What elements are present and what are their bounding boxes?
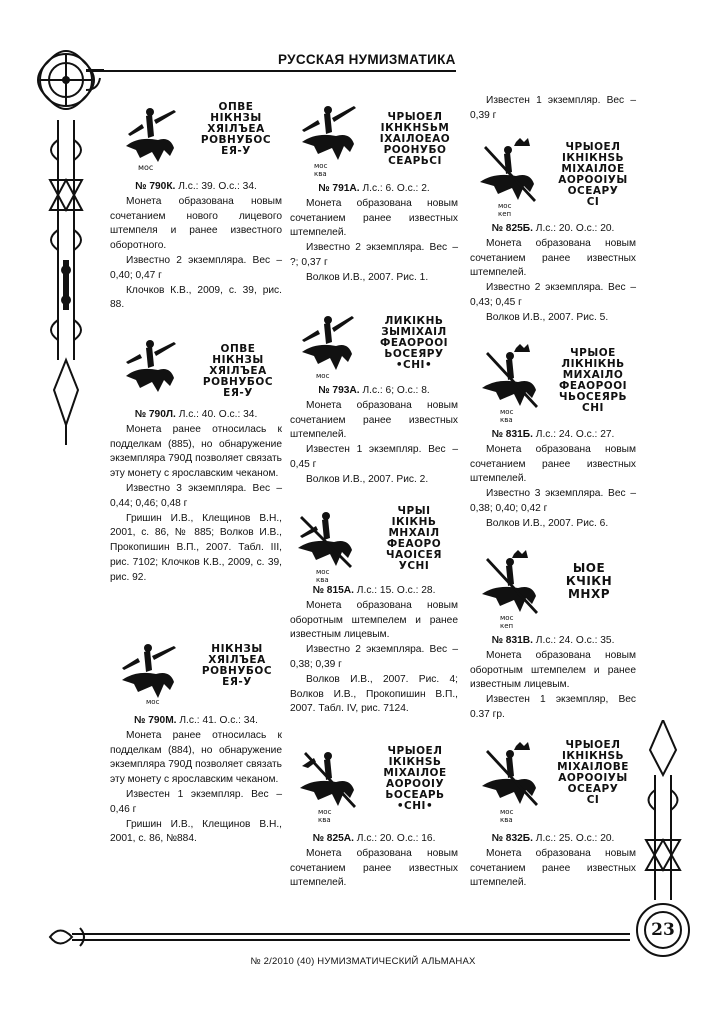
svg-text:ква: ква [318, 816, 331, 824]
svg-text:мос: мос [500, 614, 514, 622]
coin-description: Монета образована новым сочетанием ранее известных штемпелей. [470, 237, 636, 279]
coin-weight: Известно 2 экземпляра. Вес – 0,40; 0,47 г [110, 254, 282, 281]
coin-reference: Волков И.В., 2007. Рис. 1. [306, 271, 429, 283]
svg-text:кеп: кеп [500, 622, 514, 630]
svg-text:мос: мос [314, 162, 328, 170]
coin-obverse-rider-icon [116, 642, 182, 710]
coin-reverse-legend: ЛИКІКНЬ ЗЫМІХАІЛ ФЕАОРООІ ЬОСЕЯРУ •СНІ• [379, 315, 449, 371]
coin-obverse-rider-icon [474, 138, 544, 218]
coin-caption: № 790М. Л.с.: 41. О.с.: 34. [134, 715, 258, 726]
coin-weight: Известен 1 экземпляр. Вес – 0,46 г [110, 788, 282, 815]
coin-caption: № 832Б. Л.с.: 25. О.с.: 20. [491, 833, 615, 844]
coin-entry-815a [290, 506, 458, 717]
coin-caption: № 793А. Л.с.: 6; О.с.: 8. [318, 385, 430, 396]
coin-obverse-rider-icon [292, 508, 362, 584]
coin-reverse-legend: ЧРЫОЕЛ ІКНКНЅЬМ ІХАІЛОЕАО РООНУБО СЕАРЬСІ [379, 111, 451, 167]
coin-obverse-rider-icon [118, 106, 180, 172]
coin-obverse-rider-icon [296, 102, 362, 178]
coin-weight: Известно 2 экземпляра. Вес – 0,38; 0,39 г [290, 644, 458, 670]
svg-text:мос: мос [316, 568, 330, 576]
coin-entry-832b [470, 736, 636, 891]
coin-entry-831b [470, 344, 636, 532]
coin-weight: Известен 1 экземпляр. Вес – 0,39 г [470, 95, 636, 121]
coin-reverse-legend: ЧРЫОЕЛ ІКНІКНЅЬ МІХАІЛОВЕ АОРООІУЫ ОСЕАРУ СІ [557, 739, 629, 806]
svg-text:ква: ква [500, 816, 513, 824]
coin-entry-825a [290, 738, 458, 891]
coin-description: Монета образована новым оборотным штемпелем и ранее известным лицевым. [290, 599, 458, 641]
coin-caption: № 790К. Л.с.: 39. О.с.: 34. [135, 181, 257, 192]
coin-reference: Волков И.В., 2007. Рис. 6. [486, 517, 609, 529]
coin-description: Монета ранее относилась к подделкам (884), но обнаружение экземпляра 790Д позволяет связать эту монету с ярославским чеканом. [110, 729, 282, 786]
coin-entry-793a [290, 312, 458, 488]
header-rule [86, 70, 456, 72]
coin-reference: Волков И.В., 2007. Рис. 4; Волков И.В., Прокопишин В.П., 2007. Табл. IV, рис. 7124. [290, 673, 458, 715]
coin-weight: Известно 3 экземпляра. Вес – 0,38; 0,40; 0,42 г [470, 488, 636, 514]
coin-reference: Гришин И.В., Клещинов В.Н., 2001, с. 86, №884. [110, 818, 282, 845]
left-ornament [28, 30, 104, 450]
coin-caption: № 791А. Л.с.: 6. О.с.: 2. [318, 183, 430, 194]
coin-description: Монета образована новым сочетанием ранее известных штемпелей. [290, 847, 458, 889]
coin-reverse-legend: НІКНЗЫ ХЯІЛЪЕА РОВНУБОС ЕЯ-У [201, 643, 273, 688]
coin-reverse-legend: ЧРЫІ ІКІКНЬ МНХАІЛ ФЕАОРО ЧАОІСЕЯ УСНІ [386, 505, 442, 572]
coin-obverse-rider-icon [296, 314, 360, 384]
coin-caption: № 825Б. Л.с.: 20. О.с.: 20. [491, 223, 615, 234]
coin-caption: № 790Л. Л.с.: 40. О.с.: 34. [134, 409, 258, 420]
coin-description: Монета ранее относилась к подделкам (885), но обнаружение экземпляра 790Д позволяет связать эту монету с ярославским чеканом. [110, 423, 282, 480]
svg-text:кеп: кеп [498, 210, 512, 218]
coin-description: Монета образована новым сочетанием нового лицевого штемпеля и ранее известного оборотного. [110, 195, 282, 252]
svg-text:мос: мос [146, 698, 160, 706]
coin-weight: Известно 3 экземпляра. Вес – 0,44; 0,46; 0,48 г [110, 482, 282, 509]
coin-description: Монета образована новым сочетанием ранее известных штемпелей. [470, 443, 636, 485]
coin-weight: Известен 1 экземпляр. Вес – 0,45 г [290, 444, 458, 470]
bottom-ornament [40, 922, 640, 952]
coin-entry-825b [470, 138, 636, 326]
page-number: 23 [651, 920, 675, 940]
svg-text:ква: ква [314, 170, 327, 178]
coin-reverse-legend: ЧРЫОЕ ЛІКНІКНЬ МИХАІЛО ФЕАОРООІ ЧЬОСЕЯРЬ СНІ [558, 347, 628, 414]
coin-caption: № 831Б. Л.с.: 24. О.с.: 27. [491, 429, 615, 440]
coin-entry-top-continuation [470, 94, 636, 124]
coin-caption: № 831В. Л.с.: 24. О.с.: 35. [491, 635, 615, 646]
coin-reference: Клочков К.В., 2009, с. 39, рис. 88. [110, 284, 282, 311]
page-footer: № 2/2010 (40) НУМИЗМАТИЧЕСКИЙ АЛЬМАНАХ [250, 956, 476, 967]
coin-entry-790l [110, 336, 282, 586]
svg-text:мос: мос [500, 808, 514, 816]
coin-weight: Известно 2 экземпляра. Вес – ?; 0,37 г [290, 242, 458, 268]
coin-reverse-legend: ОПВЕ НІКНЗЫ ХЯІЛЪЕА РОВНУБОС ЕЯ-У [200, 101, 272, 157]
coin-entry-790m [110, 640, 282, 847]
coin-obverse-rider-icon [120, 340, 182, 402]
svg-text:мос: мос [498, 202, 512, 210]
coin-description: Монета образована новым сочетанием ранее известных штемпелей. [290, 197, 458, 239]
svg-text:мос: мос [500, 408, 514, 416]
coin-caption: № 815А. Л.с.: 15. О.с.: 28. [312, 585, 436, 596]
coin-caption: № 825А. Л.с.: 20. О.с.: 16. [312, 833, 436, 844]
coin-description: Монета образована новым сочетанием ранее известных штемпелей. [470, 847, 636, 889]
page-header-title: РУССКАЯ НУМИЗМАТИКА [278, 52, 456, 67]
coin-entry-831v [470, 548, 636, 723]
coin-reverse-legend: ЫОЕ КЧІКН МНХР [565, 561, 613, 601]
coin-weight: Известен 1 экземпляр, Вес 0.37 гр. [470, 694, 636, 720]
coin-reverse-legend: ЧРЫОЕЛ ІКІКНЅЬ МІХАІЛОЕ АОРООІУ ЬОСЕАРЬ •СНІ• [383, 745, 447, 812]
coin-weight: Известно 2 экземпляра. Вес – 0,43; 0,45 г [470, 282, 636, 308]
coin-obverse-rider-icon [476, 742, 546, 824]
svg-text:ква: ква [500, 416, 513, 424]
coin-reference: Волков И.В., 2007. Рис. 5. [486, 311, 609, 323]
coin-entry-790k [110, 100, 282, 313]
coin-reference: Волков И.В., 2007. Рис. 2. [306, 473, 429, 485]
svg-text:ква: ква [316, 576, 329, 584]
svg-text:мос: мос [316, 372, 330, 380]
coin-description: Монета образована новым оборотным штемпелем и ранее известным лицевым. [470, 649, 636, 691]
coin-reverse-legend: ЧРЫОЕЛ ІКНІКНЅЬ МІХАІЛОЕ АОРООІУЫ ОСЕАРУ СІ [558, 141, 628, 208]
coin-obverse-rider-icon [294, 744, 364, 824]
svg-text:мос: мос [138, 163, 154, 172]
coin-entry-791a [290, 100, 458, 286]
coin-reverse-legend: ОПВЕ НІКНЗЫ ХЯІЛЪЕА РОВНУБОС ЕЯ-У [202, 343, 274, 399]
coin-reference: Гришин И.В., Клещинов В.Н., 2001, с. 86, № 885; Волков И.В., Прокопишин В.П., 2007. Табл. III, рис. 7102; Клочков К.В., 2009, с. 39, рис. 92. [110, 512, 282, 583]
coin-description: Монета образована новым сочетанием ранее известных штемпелей. [290, 399, 458, 441]
svg-text:мос: мос [318, 808, 332, 816]
coin-obverse-rider-icon [476, 550, 546, 630]
coin-obverse-rider-icon [476, 344, 546, 424]
